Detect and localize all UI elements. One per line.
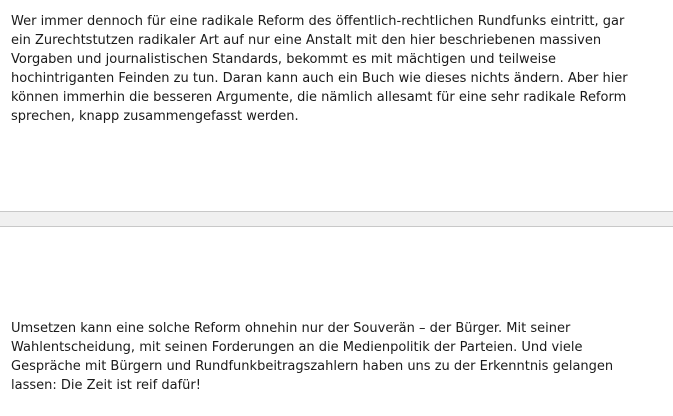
page-break-separator [0,211,673,227]
body-paragraph[interactable]: Wer immer dennoch für eine radikale Reform des öffentlich-rechtlichen Rundfunks eintritt, gar ein Zurechtstutzen radikaler Art auf nur eine Anstalt mit den hier beschriebenen massiven Vorgaben und journalistischen Standards, bekommt es mit mächtigen und teilweise hochintriganten Feinden zu tun. Daran kann auch ein Buch wie dieses nichts ändern. Aber hier können immerhin die besseren Argumente, die nämlich allesamt für eine sehr radikale Reform sprechen, knapp zusammengefasst werden. [11,14,628,124]
document-page-2[interactable] [0,227,673,416]
body-paragraph[interactable]: Umsetzen kann eine solche Reform ohnehin nur der Souverän – der Bürger. Mit seiner Wahlentscheidung, mit seinen Forderungen an die Medienpolitik der Parteien. Und viele Gespräche mit Bürgern und Rundfunkbeitragszahlern haben uns zu der Erkenntnis gelangen lassen: Die Zeit ist reif dafür! [11,321,614,393]
